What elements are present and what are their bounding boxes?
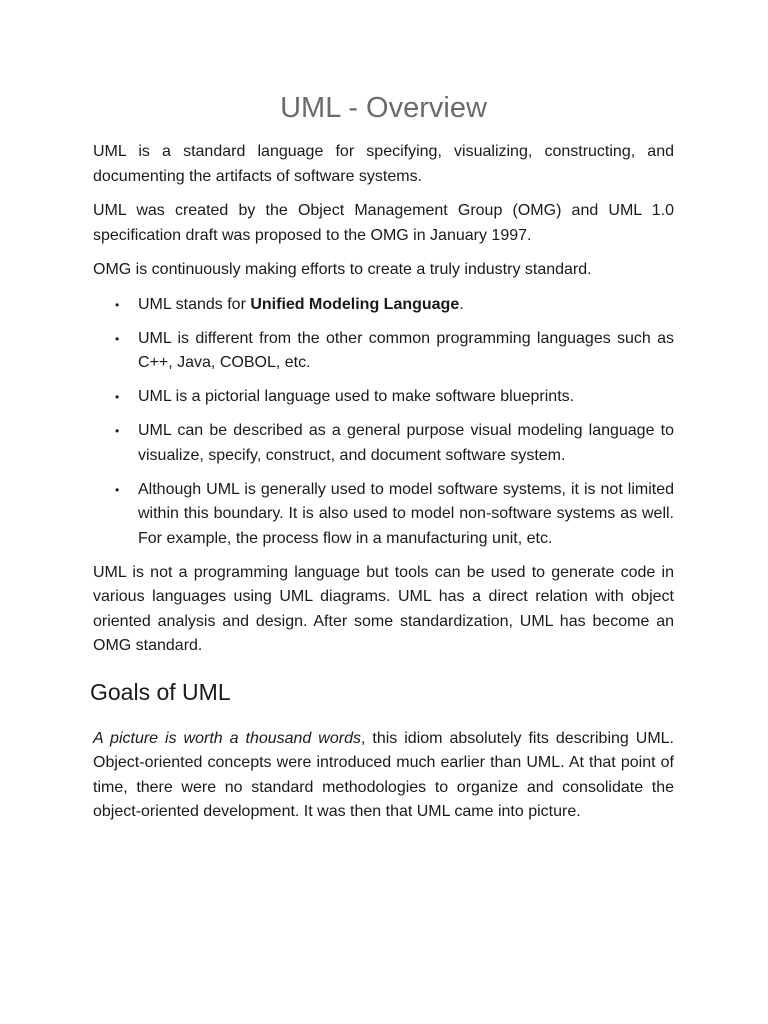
list-item-text: UML stands for — [138, 295, 251, 313]
list-item — [93, 478, 674, 552]
intro-paragraph-1: UML is a standard language for specifying, visualizing, constructing, and documenting the artifacts of software systems. — [93, 143, 674, 185]
list-item-text: UML is a pictorial language used to make software blueprints. — [138, 388, 575, 405]
bullet-icon: • — [115, 297, 120, 312]
page-title: UML - Overview — [280, 92, 487, 124]
summary-paragraph: UML is not a programming language but tools can be used to generate code in various languages using UML diagrams. UML has a direct relation with object oriented analysis and design. After some standardization, UML has become an OMG standard. — [93, 563, 674, 654]
list-item-bold-term: Unified Modeling Language — [250, 295, 460, 313]
idiom-italic: A picture is worth a thousand words — [93, 729, 361, 747]
goals-paragraph — [93, 727, 674, 825]
list-item — [93, 419, 674, 468]
list-item-text-suffix: . — [459, 295, 464, 313]
list-item-text: Although UML is generally used to model software systems, it is not limited within this boundary. It is also used to model non-software systems as well. For example, the process flow in a manufacturing unit, etc. — [138, 480, 674, 547]
goals-paragraph-text: , this idiom absolutely fits describing UML. Object-oriented concepts were introduced much earlier than UML. At that point of time, there were no standard methodologies to organize and consolidate the object-oriented development. It was then that UML came into picture. — [93, 729, 674, 820]
bullet-icon: • — [115, 390, 120, 404]
list-item — [93, 293, 674, 318]
bullet-icon: • — [115, 424, 120, 438]
list-item — [93, 385, 674, 410]
list-item — [93, 327, 674, 376]
intro-paragraph-2: UML was created by the Object Management Group (OMG) and UML 1.0 specification draft was proposed to the OMG in January 1997. — [93, 202, 674, 244]
bullet-icon: • — [115, 331, 120, 346]
bullet-icon: • — [115, 482, 120, 497]
section-heading-goals: Goals of UML — [90, 678, 231, 705]
list-item-text: UML can be described as a general purpose visual modeling language to visualize, specify, construct, and document software system. — [138, 422, 674, 464]
feature-list — [93, 293, 674, 552]
list-item-text: UML is different from the other common programming languages such as C++, Java, COBOL, etc. — [138, 329, 674, 371]
document-page — [90, 88, 674, 835]
intro-paragraph-3: OMG is continuously making efforts to create a truly industry standard. — [93, 261, 592, 278]
